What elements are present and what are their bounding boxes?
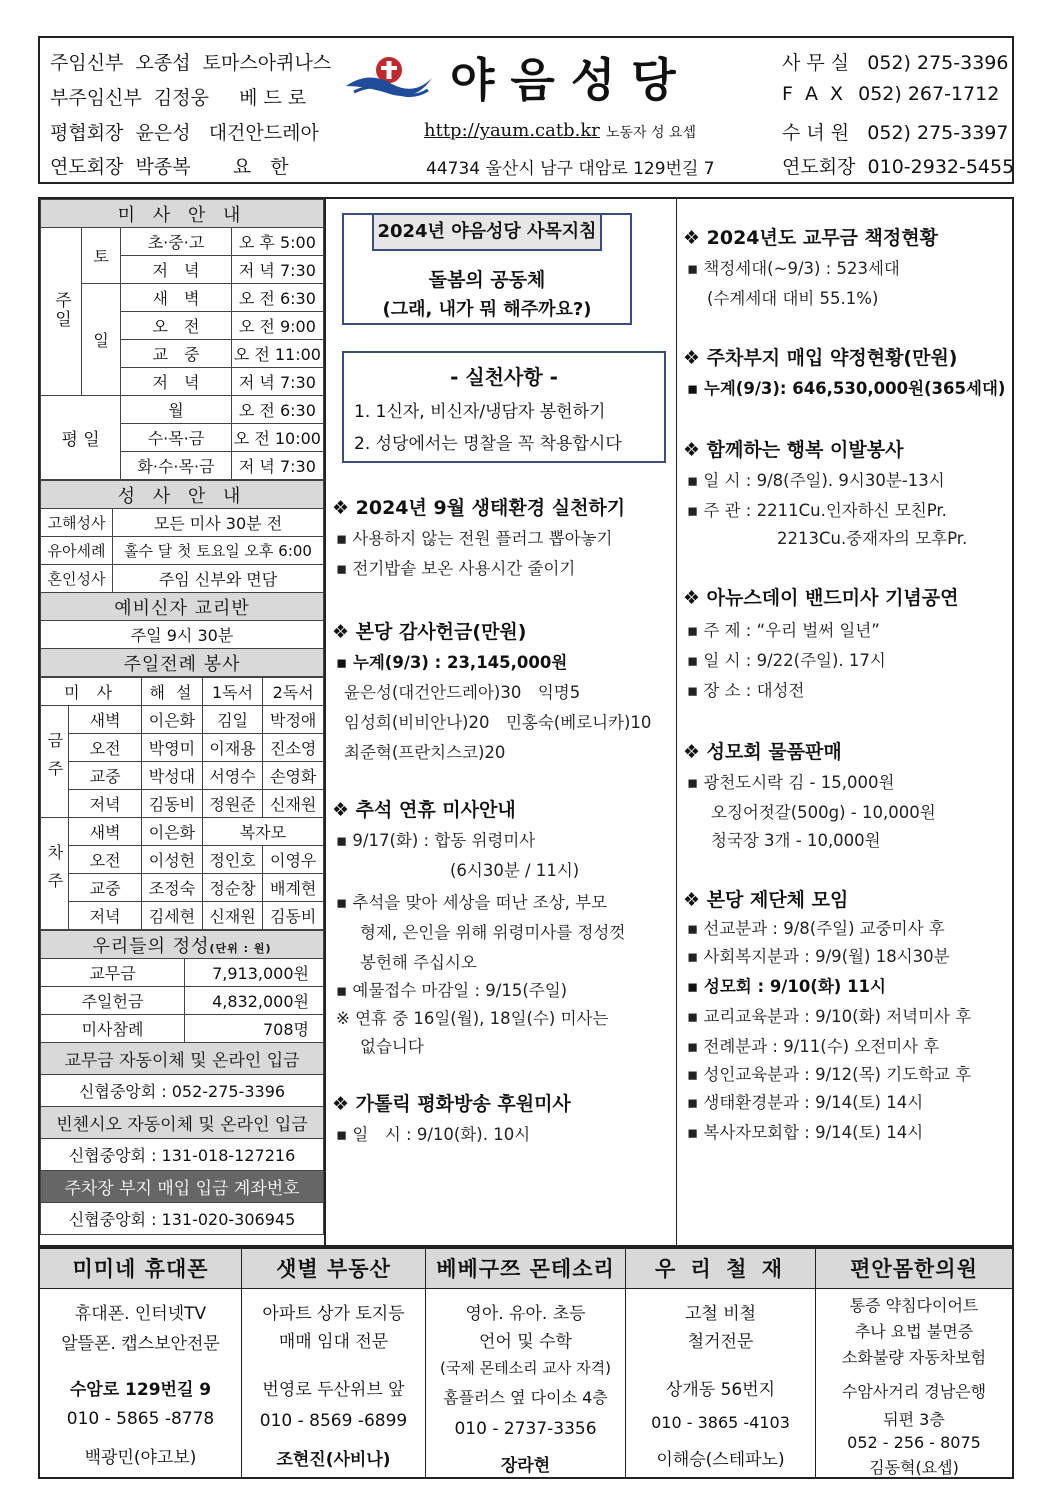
liturgy-cell: 복자모 (202, 818, 323, 846)
pastoral-line2: (그래, 내가 뭐 해주까요?) (382, 299, 592, 320)
ad-line: 장라현 (500, 1456, 551, 1476)
parking-title: ❖ 주차부지 매입 약정현황(만원) (683, 347, 958, 369)
groups-title: ❖ 본당 제단체 모임 (683, 889, 849, 911)
liturgy-cell: 교중 (69, 874, 142, 902)
liturgy-cell: 신재원 (263, 790, 324, 818)
liturgy-cell: 새벽 (69, 706, 142, 734)
pbc-title: ❖ 가톨릭 평화방송 후원미사 (332, 1093, 571, 1115)
ad-line: 010 - 8569 -6899 (259, 1411, 408, 1431)
band-line: ▪ 주 제 : “우리 벌써 일년” (687, 621, 880, 640)
right-column (676, 197, 1014, 1247)
ad-title: 편안몸한의원 (816, 1249, 1012, 1289)
ad-line: 휴대폰. 인터넷TV (74, 1304, 207, 1324)
liturgy-cell: 배계현 (263, 874, 324, 902)
barber-line: ▪ 일 시 : 9/8(주일). 9시30분-13시 (687, 471, 945, 490)
header-row-council: 평협회장 윤은성 대건안드레아 (50, 122, 319, 144)
mass-title: 미 사 안 내 (41, 200, 324, 228)
account-info: 신협중앙회 : 131-020-306945 (41, 1203, 324, 1235)
mass-time: 저 녁 7:30 (231, 368, 323, 396)
chuseok-line: 봉헌해 주십시오 (360, 953, 477, 972)
ad-line: 아파트 상가 토지등 (262, 1304, 405, 1324)
header-row-yeondo: 연도회장 박종복 요 한 (50, 156, 289, 178)
band-line: ▪ 일 시 : 9/22(주일). 17시 (687, 651, 886, 670)
ad-line: 김동혁(요셉) (869, 1458, 959, 1477)
offering-title: 우리들의 정성(단위 : 원) (41, 931, 324, 959)
barber-line: 2213Cu.중재자의 모후Pr. (777, 529, 968, 548)
ad-line: 010 - 3865 -4103 (651, 1413, 790, 1432)
catechumen-title: 예비신자 교리반 (41, 593, 324, 621)
liturgy-cell: 진소영 (263, 734, 324, 762)
groups-line: ▪ 생태환경분과 : 9/14(토) 14시 (687, 1093, 924, 1112)
mass-time: 오 전 11:00 (231, 340, 323, 368)
contact-fax: F A X 052) 267-1712 (782, 83, 1000, 105)
mass-time: 저 녁 7:30 (231, 452, 323, 480)
liturgy-header: 해 설 (142, 678, 203, 706)
ads-footer (38, 1247, 1014, 1479)
practice-item: 1. 1신자, 비신자/냉담자 봉헌하기 (354, 402, 606, 422)
liturgy-cell: 박영미 (142, 734, 203, 762)
left-column (38, 197, 326, 1247)
church-address: 44734 울산시 남구 대암로 129번길 7 (426, 159, 715, 179)
ad-oriental-clinic (816, 1249, 1012, 1479)
sacrament-table (40, 480, 324, 677)
parking-line: ▪ 누계(9/3): 646,530,000원(365세대) (687, 379, 1006, 398)
barber-title: ❖ 함께하는 행복 이발봉사 (683, 439, 904, 461)
liturgy-cell: 신재원 (202, 902, 263, 930)
chuseok-line: 형제, 은인을 위해 위령미사를 정성껏 (360, 923, 626, 942)
sunday-day-label: 일 (82, 284, 121, 396)
saturday-label: 토 (82, 228, 121, 284)
sacrament-title: 성 사 안 내 (41, 481, 324, 509)
sacrament-info: 홀수 달 첫 토요일 오후 6:00 (113, 537, 324, 565)
account-info: 신협중앙회 : 131-018-127216 (41, 1139, 324, 1171)
pastoral-title: 2024년 야음성당 사목지침 (372, 213, 602, 251)
ad-title: 베베구쯔 몬테소리 (426, 1249, 625, 1289)
liturgy-cell: 박성대 (142, 762, 203, 790)
middle-column (326, 197, 676, 1247)
liturgy-header: 미 사 (41, 678, 142, 706)
ad-line: 수암사거리 경남은행 (841, 1382, 987, 1401)
liturgy-cell: 새벽 (69, 818, 142, 846)
account-title: 주차장 부지 매입 입금 계좌번호 (41, 1171, 324, 1203)
mass-name: 저 녁 (121, 368, 232, 396)
mass-name: 화·수·목·금 (121, 452, 232, 480)
mass-name: 새 벽 (121, 284, 232, 312)
liturgy-cell: 교중 (69, 762, 142, 790)
chuseok-line: ▪ 예물접수 마감일 : 9/15(주일) (336, 981, 568, 1000)
liturgy-cell: 이재용 (202, 734, 263, 762)
chuseok-line: (6시30분 / 11시) (450, 861, 580, 880)
ad-line: 홈플러스 옆 다이소 4층 (443, 1388, 608, 1407)
band-line: ▪ 장 소 : 대성전 (687, 681, 805, 700)
offering-value: 7,913,000원 (185, 959, 324, 987)
ad-line: 통증 약침다이어트 (849, 1296, 979, 1315)
header-row-pastor: 주임신부 오종섭 토마스아퀴나스 (50, 52, 332, 74)
contact-yeondo: 연도회장 010-2932-5455 (782, 156, 1015, 178)
church-url-link[interactable]: http://yaum.catb.kr (424, 120, 600, 141)
practice-item: 2. 성당에서는 명찰을 꼭 착용합시다 (354, 434, 622, 454)
pastoral-box (342, 213, 632, 325)
ad-line: 매매 임대 전문 (278, 1332, 389, 1352)
groups-line: ▪ 전례분과 : 9/11(수) 오전미사 후 (687, 1037, 940, 1056)
contact-convent: 수 녀 원 052) 275-3397 (782, 122, 1009, 144)
thanks-line: 최준혁(프란치스코)20 (344, 743, 506, 762)
mass-time: 오 후 5:00 (231, 228, 323, 256)
ad-scrap-metal (626, 1249, 816, 1479)
barber-line: ▪ 주 관 : 2211Cu.인자하신 모친Pr. (687, 501, 947, 520)
liturgy-header: 2독서 (263, 678, 324, 706)
liturgy-cell: 이영우 (263, 846, 324, 874)
pastoral-line1: 돌봄의 공동체 (428, 269, 546, 291)
mass-time: 오 전 6:30 (231, 396, 323, 424)
ad-line: 소화불량 자동차보험 (841, 1348, 987, 1367)
sacrament-name: 고해성사 (41, 509, 113, 537)
liturgy-cell: 이성헌 (142, 846, 203, 874)
church-name: 야음성당 (450, 53, 692, 107)
chuseok-line: ▪ 추석을 맞아 세상을 떠난 조상, 부모 (336, 893, 608, 912)
liturgy-cell: 손영화 (263, 762, 324, 790)
ad-line: 수암로 129번길 9 (69, 1380, 212, 1400)
ad-title: 샛별 부동산 (242, 1249, 425, 1289)
account-title: 교무금 자동이체 및 온라인 입금 (41, 1043, 324, 1075)
mass-name: 수·목·금 (121, 424, 232, 452)
ad-line: 추나 요법 불면증 (854, 1322, 974, 1341)
groups-line: ▪ 성인교육분과 : 9/12(목) 기도학교 후 (687, 1065, 972, 1084)
practice-title: - 실천사항 - (450, 365, 558, 389)
eco-title: ❖ 2024년 9월 생태환경 실천하기 (332, 497, 626, 519)
offering-name: 미사참례 (41, 1015, 185, 1043)
liturgy-cell: 서영수 (202, 762, 263, 790)
groups-line: ▪ 복사자모회합 : 9/14(토) 14시 (687, 1123, 924, 1142)
liturgy-header: 1독서 (202, 678, 263, 706)
thanks-line: 윤은성(대건안드레아)30 익명5 (344, 683, 581, 702)
ad-line: 알뜰폰. 캡스보안전문 (61, 1334, 220, 1354)
offering-name: 교무금 (41, 959, 185, 987)
liturgy-cell: 김동비 (142, 790, 203, 818)
liturgy-cell: 정원준 (202, 790, 263, 818)
band-title: ❖ 아뉴스데이 밴드미사 기념공연 (683, 587, 959, 609)
offering-value: 708명 (185, 1015, 324, 1043)
ad-line: 010 - 2737-3356 (454, 1419, 597, 1439)
sale-title: ❖ 성모회 물품판매 (683, 741, 842, 763)
liturgy-cell: 박정애 (263, 706, 324, 734)
mass-name: 교 중 (121, 340, 232, 368)
mass-name: 저 녁 (121, 256, 232, 284)
catechumen-info: 주일 9시 30분 (41, 621, 324, 649)
groups-line: ▪ 선교분과 : 9/8(주일) 교중미사 후 (687, 919, 945, 938)
groups-line: ▪ 성모회 : 9/10(화) 11시 (687, 977, 886, 996)
ad-line: 052 - 256 - 8075 (847, 1433, 981, 1452)
weekday-label: 평 일 (41, 396, 121, 480)
ad-line: 010 - 5865 -8778 (66, 1409, 215, 1429)
liturgy-cell: 이은화 (142, 706, 203, 734)
sacrament-name: 혼인성사 (41, 565, 113, 593)
offering-value: 4,832,000원 (185, 987, 324, 1015)
ad-line: 철거전문 (687, 1332, 754, 1352)
liturgy-cell: 정인호 (202, 846, 263, 874)
mass-table (40, 199, 324, 480)
mass-time: 오 전 6:30 (231, 284, 323, 312)
liturgy-cell: 김동비 (263, 902, 324, 930)
chuseok-line: ※ 연휴 중 16일(월), 18일(수) 미사는 (336, 1009, 609, 1028)
ad-title: 미미네 휴대폰 (40, 1249, 241, 1289)
dues-title: ❖ 2024년도 교무금 책정현황 (683, 227, 938, 249)
ad-line: 번영로 두산위브 앞 (262, 1380, 405, 1400)
sacrament-info: 모든 미사 30분 전 (113, 509, 324, 537)
ad-line: 상개동 56번지 (665, 1380, 776, 1400)
thanks-line: 임성희(비비안나)20 민홍숙(베로니카)10 (344, 713, 652, 732)
liturgy-cell: 오전 (69, 734, 142, 762)
this-week-label: 금주 (41, 706, 69, 818)
ad-line: 백광민(야고보) (84, 1448, 197, 1468)
liturgy-cell: 이은화 (142, 818, 203, 846)
dues-line: (수계세대 대비 55.1%) (707, 289, 879, 308)
ad-phone-shop (40, 1249, 242, 1479)
sale-line: 청국장 3개 - 10,000원 (711, 831, 881, 850)
church-logo-icon (344, 52, 434, 102)
groups-line: ▪ 사회복지분과 : 9/9(월) 18시30분 (687, 947, 950, 966)
mass-name: 오 전 (121, 312, 232, 340)
account-title: 빈첸시오 자동이체 및 온라인 입금 (41, 1107, 324, 1139)
eco-item: ▪ 사용하지 않는 전원 플러그 뽑아놓기 (336, 529, 613, 548)
ad-real-estate (242, 1249, 426, 1479)
chuseok-title: ❖ 추석 연휴 미사안내 (332, 799, 516, 821)
pbc-line: ▪ 일 시 : 9/10(화). 10시 (336, 1125, 531, 1144)
sacrament-name: 유아세례 (41, 537, 113, 565)
liturgy-cell: 김일 (202, 706, 263, 734)
ad-line: 고철 비철 (684, 1304, 757, 1324)
liturgy-cell: 정순창 (202, 874, 263, 902)
sale-line: ▪ 광천도시락 김 - 15,000원 (687, 773, 895, 792)
liturgy-cell: 김세현 (142, 902, 203, 930)
ad-line: 영아. 유아. 초등 (465, 1304, 586, 1324)
groups-line: ▪ 교리교육분과 : 9/10(화) 저녁미사 후 (687, 1007, 972, 1026)
liturgy-table (40, 677, 324, 930)
next-week-label: 차주 (41, 818, 69, 930)
chuseok-line: 없습니다 (360, 1037, 424, 1056)
offering-table (40, 930, 324, 1235)
thanks-title: ❖ 본당 감사헌금(만원) (332, 621, 527, 643)
sacrament-info: 주임 신부와 면담 (113, 565, 324, 593)
church-motto: 노동자 성 요셉 (606, 125, 697, 141)
ad-line: (국제 몬테소리 교사 자격) (440, 1359, 611, 1377)
liturgy-cell: 조정숙 (142, 874, 203, 902)
mass-time: 오 전 10:00 (231, 424, 323, 452)
liturgy-title: 주일전례 봉사 (41, 649, 324, 677)
ad-line: 조현진(사비나) (276, 1450, 391, 1470)
mass-time: 오 전 9:00 (231, 312, 323, 340)
mass-time: 저 녁 7:30 (231, 256, 323, 284)
liturgy-cell: 저녁 (69, 902, 142, 930)
ad-line: 뒤편 3층 (883, 1410, 945, 1429)
liturgy-cell: 오전 (69, 846, 142, 874)
account-info: 신협중앙회 : 052-275-3396 (41, 1075, 324, 1107)
chuseok-line: ▪ 9/17(화) : 합동 위령미사 (336, 831, 536, 850)
practice-box (342, 351, 666, 463)
liturgy-cell: 저녁 (69, 790, 142, 818)
eco-item: ▪ 전기밥솥 보온 사용시간 줄이기 (336, 559, 576, 578)
header-row-assistant: 부주임신부 김정웅 베 드 로 (50, 87, 307, 109)
mass-name: 월 (121, 396, 232, 424)
dues-line: ▪ 책정세대(~9/3) : 523세대 (687, 259, 900, 278)
ad-montessori (426, 1249, 626, 1479)
ad-title: 우 리 철 재 (626, 1249, 815, 1289)
sale-line: 오징어젓갈(500g) - 10,000원 (711, 803, 936, 822)
contact-office: 사 무 실 052) 275-3396 (782, 52, 1009, 74)
thanks-total: ▪ 누계(9/3) : 23,145,000원 (336, 653, 568, 672)
ad-line: 언어 및 수학 (479, 1332, 572, 1352)
sunday-label: 주일 (41, 228, 82, 396)
offering-name: 주일헌금 (41, 987, 185, 1015)
header (38, 36, 1014, 184)
ad-line: 이해승(스테파노) (656, 1450, 785, 1470)
mass-name: 초·중·고 (121, 228, 232, 256)
